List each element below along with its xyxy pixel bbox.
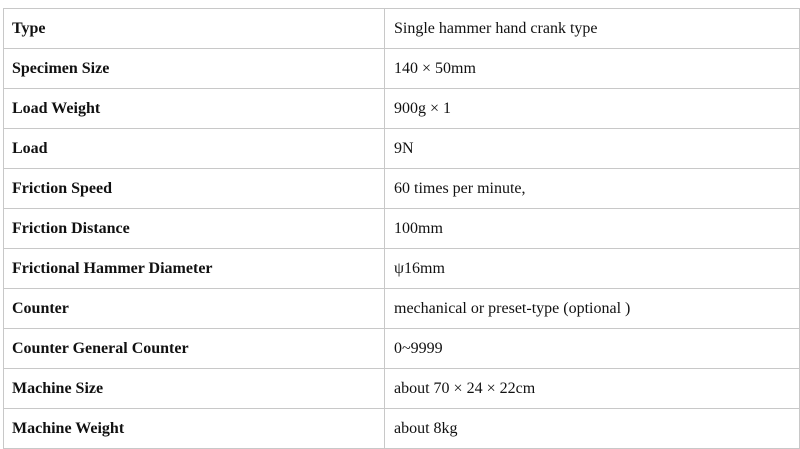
value-cell: 900g × 1 [385, 89, 800, 129]
table-row [4, 329, 800, 369]
param-cell: Counter General Counter [4, 329, 385, 369]
param-cell: Load Weight [4, 89, 385, 129]
value-cell: 100mm [385, 209, 800, 249]
table-row [4, 369, 800, 409]
table-row [4, 409, 800, 449]
table-row [4, 89, 800, 129]
value-cell: ψ16mm [385, 249, 800, 289]
param-cell: Friction Speed [4, 169, 385, 209]
table-row [4, 249, 800, 289]
value-cell: 140 × 50mm [385, 49, 800, 89]
value-cell: Single hammer hand crank type [385, 9, 800, 49]
param-cell: Machine Size [4, 369, 385, 409]
param-cell: Load [4, 129, 385, 169]
param-cell: Type [4, 9, 385, 49]
param-cell: Counter [4, 289, 385, 329]
value-cell: 0~9999 [385, 329, 800, 369]
param-cell: Machine Weight [4, 409, 385, 449]
param-cell: Friction Distance [4, 209, 385, 249]
table-row [4, 209, 800, 249]
table-row [4, 9, 800, 49]
table-row [4, 129, 800, 169]
value-cell: 60 times per minute, [385, 169, 800, 209]
param-cell: Specimen Size [4, 49, 385, 89]
table-row [4, 289, 800, 329]
spec-table [3, 8, 800, 449]
value-cell: mechanical or preset-type (optional ) [385, 289, 800, 329]
value-cell: about 8kg [385, 409, 800, 449]
table-row [4, 169, 800, 209]
param-cell: Frictional Hammer Diameter [4, 249, 385, 289]
table-row [4, 49, 800, 89]
value-cell: 9N [385, 129, 800, 169]
value-cell: about 70 × 24 × 22cm [385, 369, 800, 409]
